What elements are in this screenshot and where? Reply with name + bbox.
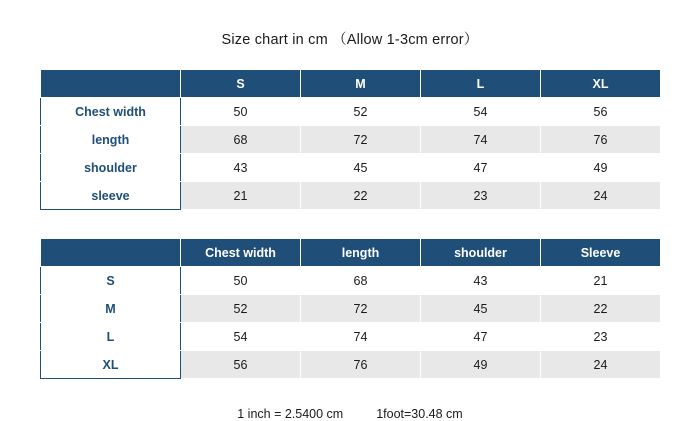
table1-cell-chest-width-l: 54 — [421, 98, 541, 126]
table2-cell-l-length: 74 — [301, 323, 421, 351]
table1-row-label-chest-width: Chest width — [41, 98, 181, 126]
table1-cell-shoulder-l: 47 — [421, 154, 541, 182]
table2-col-header-length: length — [301, 239, 421, 267]
table1-cell-length-l: 74 — [421, 126, 541, 154]
size-table-by-size — [40, 69, 661, 210]
table2-cell-l-chest-width: 54 — [181, 323, 301, 351]
table1-col-header-m: M — [301, 70, 421, 98]
page-title: Size chart in cm （Allow 1-3cm error） — [221, 32, 479, 48]
table2-cell-m-sleeve: 22 — [541, 295, 661, 323]
table1-cell-sleeve-m: 22 — [301, 182, 421, 210]
table1-cell-length-xl: 76 — [541, 126, 661, 154]
table2-cell-xl-length: 76 — [301, 351, 421, 379]
table-row — [41, 267, 661, 295]
table-row — [41, 295, 661, 323]
table2-cell-l-sleeve: 23 — [541, 323, 661, 351]
foot-conversion-note: 1foot=30.48 cm — [376, 407, 463, 421]
table-row — [41, 98, 661, 126]
table1-container — [0, 69, 700, 210]
table1-cell-shoulder-s: 43 — [181, 154, 301, 182]
conversion-note — [0, 407, 700, 421]
table2-corner-cell — [41, 239, 181, 267]
table2-col-header-sleeve: Sleeve — [541, 239, 661, 267]
table2-row-label-s: S — [41, 267, 181, 295]
table1-corner-cell — [41, 70, 181, 98]
table2-cell-s-shoulder: 43 — [421, 267, 541, 295]
size-table-by-measure — [40, 238, 661, 379]
table2-cell-m-shoulder: 45 — [421, 295, 541, 323]
table1-cell-shoulder-m: 45 — [301, 154, 421, 182]
table1-cell-shoulder-xl: 49 — [541, 154, 661, 182]
table1-col-header-s: S — [181, 70, 301, 98]
table-row — [41, 182, 661, 210]
table1-cell-sleeve-s: 21 — [181, 182, 301, 210]
table2-row-label-m: M — [41, 295, 181, 323]
table1-cell-length-s: 68 — [181, 126, 301, 154]
table1-col-header-xl: XL — [541, 70, 661, 98]
table1-cell-chest-width-xl: 56 — [541, 98, 661, 126]
table1-cell-chest-width-m: 52 — [301, 98, 421, 126]
table-row — [41, 126, 661, 154]
inch-conversion-note: 1 inch = 2.5400 cm — [237, 407, 344, 421]
table2-cell-m-length: 72 — [301, 295, 421, 323]
table2-cell-xl-shoulder: 49 — [421, 351, 541, 379]
table1-cell-sleeve-xl: 24 — [541, 182, 661, 210]
table2-cell-m-chest-width: 52 — [181, 295, 301, 323]
table2-header-row — [41, 239, 661, 267]
table2-col-header-chest-width: Chest width — [181, 239, 301, 267]
table2-cell-s-chest-width: 50 — [181, 267, 301, 295]
table2-container — [0, 238, 700, 379]
table1-col-header-l: L — [421, 70, 541, 98]
table1-row-label-length: length — [41, 126, 181, 154]
table1-header-row — [41, 70, 661, 98]
table2-col-header-shoulder: shoulder — [421, 239, 541, 267]
table-row — [41, 351, 661, 379]
table1-cell-sleeve-l: 23 — [421, 182, 541, 210]
table2-row-label-l: L — [41, 323, 181, 351]
table-row — [41, 323, 661, 351]
table2-cell-s-length: 68 — [301, 267, 421, 295]
table2-cell-xl-chest-width: 56 — [181, 351, 301, 379]
table1-cell-chest-width-s: 50 — [181, 98, 301, 126]
table1-row-label-shoulder: shoulder — [41, 154, 181, 182]
table2-cell-xl-sleeve: 24 — [541, 351, 661, 379]
table1-row-label-sleeve: sleeve — [41, 182, 181, 210]
table2-cell-s-sleeve: 21 — [541, 267, 661, 295]
table2-row-label-xl: XL — [41, 351, 181, 379]
table1-cell-length-m: 72 — [301, 126, 421, 154]
table-row — [41, 154, 661, 182]
table2-cell-l-shoulder: 47 — [421, 323, 541, 351]
